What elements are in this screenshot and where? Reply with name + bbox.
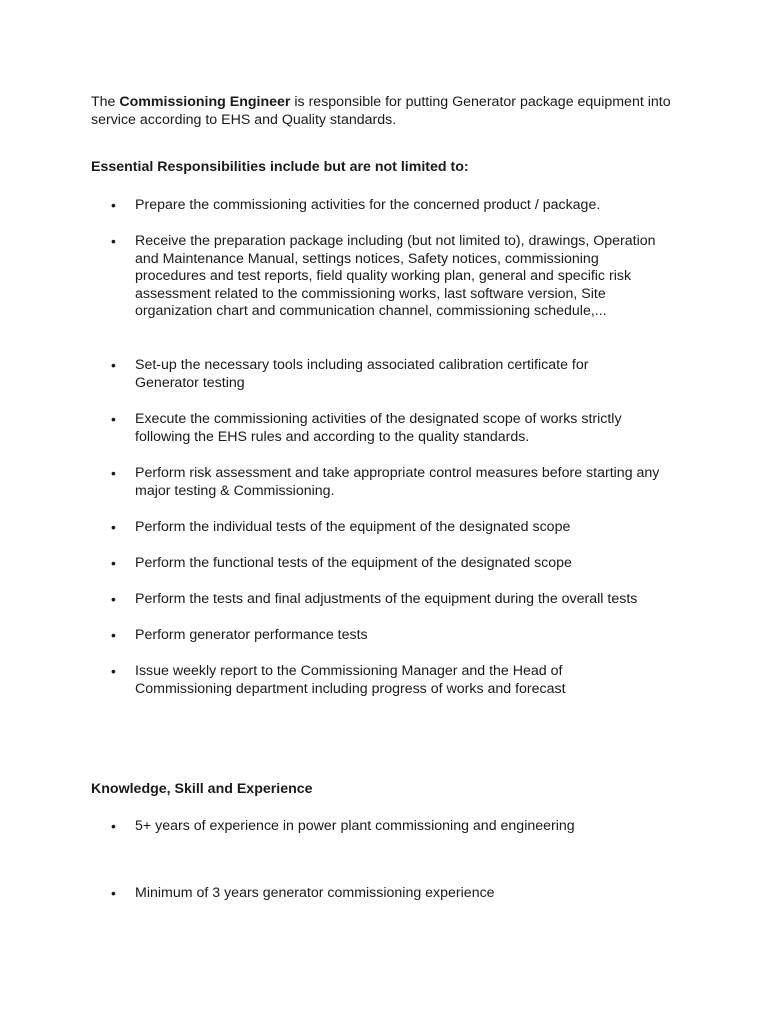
bullet-icon: • (111, 555, 116, 571)
list-item-text: Perform risk assessment and take appropriate control measures before starting any major testing & Commissioning. (135, 465, 660, 499)
list-item-text: Set-up the necessary tools including associated calibration certificate for Generator testing (135, 357, 589, 391)
responsibilities-heading: Essential Responsibilities include but are not limited to: (91, 159, 469, 175)
list-item-text: Perform generator performance tests (135, 627, 368, 643)
list-item-text: Receive the preparation package including (but not limited to), drawings, Operation and Maintenance Manual, settings notices, Safety notices, commissioning procedures and test reports, field quality working plan, general and specific risk assessment related to the commissioning works, last software version, Site organization chart and communication channel, commissioning schedule,... (135, 233, 656, 319)
bullet-icon: • (111, 591, 116, 607)
list-item-text: Prepare the commissioning activities for the concerned product / package. (135, 197, 601, 213)
list-item-text: Perform the individual tests of the equipment of the designated scope (135, 519, 571, 535)
bullet-icon: • (111, 663, 116, 679)
list-item-text: Issue weekly report to the Commissioning Manager and the Head of Commissioning department including progress of works and forecast (135, 663, 566, 697)
bullet-icon: • (111, 465, 116, 481)
bullet-icon: • (111, 519, 116, 535)
list-item-text: Perform the tests and final adjustments of the equipment during the overall tests (135, 591, 638, 607)
list-item-text: Perform the functional tests of the equipment of the designated scope (135, 555, 572, 571)
bullet-icon: • (111, 885, 116, 901)
list-item-text: 5+ years of experience in power plant commissioning and engineering (135, 818, 575, 834)
bullet-icon: • (111, 197, 116, 213)
list-item-text: Minimum of 3 years generator commissioning experience (135, 885, 495, 901)
list-item-text: Execute the commissioning activities of the designated scope of works strictly following the EHS rules and according to the quality standards. (135, 411, 622, 445)
bullet-icon: • (111, 818, 116, 834)
bullet-icon: • (111, 627, 116, 643)
bullet-icon: • (111, 411, 116, 427)
knowledge-heading: Knowledge, Skill and Experience (91, 781, 313, 797)
intro-suffix: is responsible for putting Generator package equipment into service according to EHS and Quality standards. (91, 94, 671, 128)
intro-role-title: Commissioning Engineer (119, 94, 291, 110)
intro-paragraph (91, 94, 691, 129)
bullet-icon: • (111, 233, 116, 249)
intro-prefix: The (91, 94, 120, 110)
bullet-icon: • (111, 357, 116, 373)
